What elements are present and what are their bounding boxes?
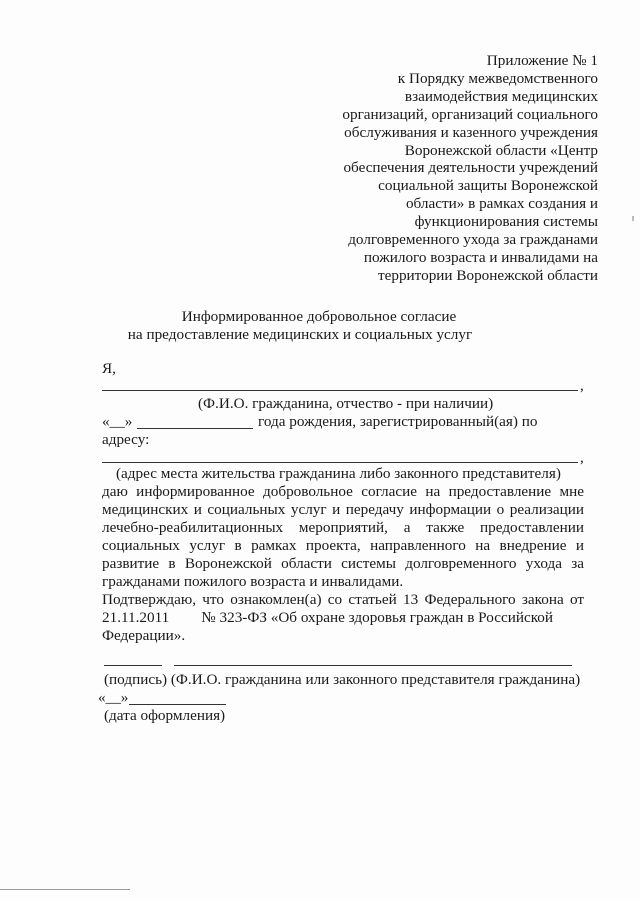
date-placeholder: «__» — [98, 689, 129, 706]
consent-line: лечебно-реабилитационных мероприятий, а также предоставлении — [102, 519, 584, 536]
annex-line: обеспечения деятельности учреждений — [343, 159, 598, 177]
annex-line: организаций, организаций социального — [342, 105, 598, 123]
scan-edge-line — [0, 889, 130, 890]
fio-field-line[interactable] — [102, 390, 578, 391]
consent-line: социальных услуг в рамках проекта, направленного на внедрение и — [102, 537, 584, 554]
address-hint: (адрес места жительства гражданина либо законного представителя) — [116, 465, 561, 482]
law-title: № 323-ФЗ «Об охране здоровья граждан в Российской — [201, 609, 554, 626]
annex-line: пожилого возраста и инвалидами на — [363, 248, 598, 266]
consent-line: медицинских и социальных услуг и передачу информации о реализации — [102, 501, 584, 518]
document-title: Информированное добровольное согласие — [181, 308, 457, 325]
signer-name-field-line[interactable] — [174, 665, 572, 666]
confirm-line: Подтверждаю, что ознакомлен(а) со статьей 13 Федерального закона от — [102, 591, 584, 608]
annex-line: области» в рамках создания и — [405, 195, 598, 213]
comma: , — [580, 377, 584, 394]
annex-line: обслуживания и казенного учреждения — [344, 123, 598, 141]
birth-date-field-line[interactable] — [137, 428, 253, 429]
consent-text — [102, 483, 584, 645]
annex-line: Приложение № 1 — [486, 52, 598, 69]
date-field-line[interactable] — [129, 704, 226, 705]
annex-line: взаимодействия медицинских — [404, 87, 598, 105]
annex-line: долговременного ухода за гражданами — [348, 231, 598, 249]
annex-line: Воронежской области «Центр — [404, 141, 598, 159]
address-field-line[interactable] — [102, 462, 578, 463]
birth-day-placeholder: «__» — [102, 413, 133, 430]
document-subtitle: на предоставление медицинских и социальных услуг — [127, 326, 473, 343]
signature-field-line[interactable] — [104, 665, 162, 666]
annex-line: к Порядку межведомственного — [397, 69, 598, 87]
birth-text: года рождения, зарегистрированный(ая) по — [258, 413, 538, 430]
signature-hint: (подпись) (Ф.И.О. гражданина или законного представителя гражданина) — [104, 671, 581, 688]
consent-line: даю информированное добровольное согласие на предоставление мне — [102, 483, 584, 500]
annex-header — [328, 52, 598, 285]
confirm-line: Федерации». — [102, 627, 186, 644]
confirm-line — [102, 609, 584, 627]
annex-line: социальной защиты Воронежской — [378, 177, 598, 195]
consent-line: гражданами пожилого возраста и инвалидами. — [102, 573, 404, 590]
annex-line: территории Воронежской области — [377, 266, 598, 284]
scan-artifact — [632, 216, 634, 221]
annex-line: функционирования системы — [414, 213, 598, 231]
fio-hint: (Ф.И.О. гражданина, отчество - при наличии) — [198, 395, 494, 412]
address-label: адресу: — [102, 431, 150, 448]
law-date: 21.11.2011 — [102, 609, 170, 626]
date-hint: (дата оформления) — [104, 707, 226, 724]
ya-label: Я, — [102, 360, 116, 377]
consent-line: развитие в Воронежской области системы долговременного ухода за — [102, 555, 584, 572]
comma: , — [580, 449, 584, 466]
